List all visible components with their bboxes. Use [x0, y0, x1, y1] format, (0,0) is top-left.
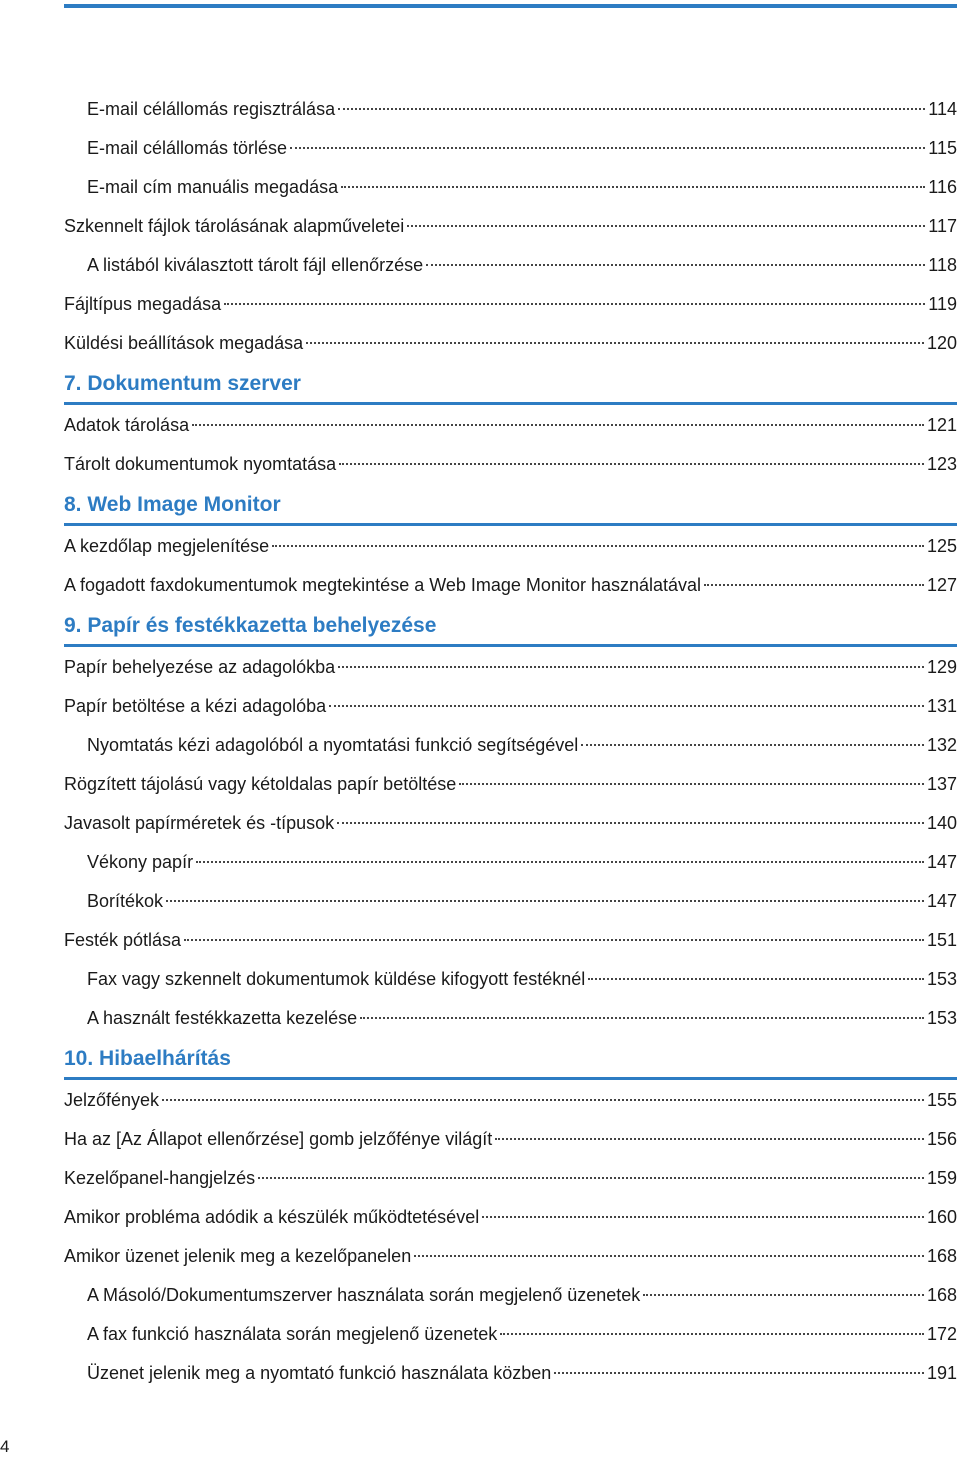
- toc-entry-title: Kezelőpanel-hangjelzés: [64, 1168, 256, 1188]
- toc-entry-page: 123: [926, 454, 957, 474]
- toc-entry[interactable]: [64, 246, 957, 285]
- toc-entry[interactable]: [64, 1081, 957, 1120]
- toc-entry-title: Papír behelyezése az adagolókba: [64, 657, 336, 677]
- toc-entry[interactable]: [64, 1237, 957, 1276]
- toc-entry-page: 172: [926, 1324, 957, 1344]
- toc-entry-title: E-mail célállomás regisztrálása: [87, 99, 336, 119]
- toc-entry-page: 115: [928, 138, 957, 158]
- toc-entry-title: A kezdőlap megjelenítése: [64, 536, 270, 556]
- toc-entry-title: A listából kiválasztott tárolt fájl ellenőrzése: [87, 255, 424, 275]
- chapter-rule: [64, 644, 957, 647]
- toc-entry[interactable]: [64, 765, 957, 804]
- leader-dots: [407, 225, 925, 227]
- toc-entry[interactable]: [64, 207, 957, 246]
- toc-entry[interactable]: [64, 1159, 957, 1198]
- leader-dots: [581, 744, 924, 746]
- toc-entry-title: Festék pótlása: [64, 930, 182, 950]
- toc-entry[interactable]: [64, 1120, 957, 1159]
- leader-dots: [272, 545, 924, 547]
- leader-dots: [290, 147, 925, 149]
- toc-entry-page: 129: [926, 657, 957, 677]
- toc-entry-page: 168: [926, 1285, 957, 1305]
- toc-entry-title: A használt festékkazetta kezelése: [87, 1008, 358, 1028]
- leader-dots: [459, 783, 924, 785]
- toc-entry-page: 147: [926, 852, 957, 872]
- toc-entry-title: Küldési beállítások megadása: [64, 333, 304, 353]
- toc-entry-title: A Másoló/Dokumentumszerver használata során megjelenő üzenetek: [87, 1285, 641, 1305]
- toc-entry[interactable]: [64, 285, 957, 324]
- leader-dots: [306, 342, 924, 344]
- toc-entry-title: Fax vagy szkennelt dokumentumok küldése kifogyott festéknél: [87, 969, 586, 989]
- table-of-contents: [64, 90, 957, 1393]
- toc-entry-title: Fájltípus megadása: [64, 294, 222, 314]
- leader-dots: [414, 1255, 924, 1257]
- chapter-heading[interactable]: [64, 1038, 957, 1080]
- leader-dots: [166, 900, 924, 902]
- chapter-heading[interactable]: [64, 363, 957, 405]
- leader-dots: [192, 424, 924, 426]
- leader-dots: [258, 1177, 924, 1179]
- chapter-title: 7. Dokumentum szerver: [64, 372, 301, 395]
- toc-entry-page: 140: [926, 813, 957, 833]
- toc-entry[interactable]: [64, 843, 957, 882]
- toc-entry-page: 117: [928, 216, 957, 236]
- leader-dots: [338, 666, 924, 668]
- leader-dots: [338, 108, 925, 110]
- toc-entry[interactable]: [64, 921, 957, 960]
- toc-entry-title: Vékony papír: [87, 852, 194, 872]
- toc-entry[interactable]: [64, 168, 957, 207]
- toc-entry-title: Amikor üzenet jelenik meg a kezelőpanelen: [64, 1246, 412, 1266]
- toc-entry-page: 151: [926, 930, 957, 950]
- toc-entry-title: Szkennelt fájlok tárolásának alapműveletei: [64, 216, 405, 236]
- toc-entry-title: A fax funkció használata során megjelenő üzenetek: [87, 1324, 498, 1344]
- toc-entry[interactable]: [64, 1315, 957, 1354]
- toc-entry-page: 119: [928, 294, 957, 314]
- toc-entry-title: Jelzőfények: [64, 1090, 160, 1110]
- chapter-rule: [64, 402, 957, 405]
- leader-dots: [224, 303, 925, 305]
- leader-dots: [184, 939, 924, 941]
- toc-entry-page: 114: [928, 99, 957, 119]
- toc-entry[interactable]: [64, 445, 957, 484]
- leader-dots: [482, 1216, 924, 1218]
- toc-entry-page: 131: [926, 696, 957, 716]
- toc-entry[interactable]: [64, 1354, 957, 1393]
- leader-dots: [643, 1294, 924, 1296]
- chapter-title: 10. Hibaelhárítás: [64, 1047, 231, 1070]
- toc-entry-page: 125: [926, 536, 957, 556]
- chapter-title: 8. Web Image Monitor: [64, 493, 281, 516]
- toc-entry-page: 160: [926, 1207, 957, 1227]
- leader-dots: [704, 584, 924, 586]
- toc-entry-page: 137: [926, 774, 957, 794]
- toc-entry-page: 121: [926, 415, 957, 435]
- toc-entry-title: Adatok tárolása: [64, 415, 190, 435]
- leader-dots: [360, 1017, 924, 1019]
- chapter-rule: [64, 523, 957, 526]
- toc-entry-page: 116: [928, 177, 957, 197]
- toc-entry-title: Borítékok: [87, 891, 164, 911]
- toc-entry[interactable]: [64, 648, 957, 687]
- toc-entry[interactable]: [64, 687, 957, 726]
- leader-dots: [329, 705, 924, 707]
- toc-entry-title: E-mail cím manuális megadása: [87, 177, 339, 197]
- toc-entry-title: Üzenet jelenik meg a nyomtató funkció használata közben: [87, 1363, 552, 1383]
- toc-entry-title: Amikor probléma adódik a készülék működtetésével: [64, 1207, 480, 1227]
- toc-entry-page: 153: [926, 969, 957, 989]
- chapter-title: 9. Papír és festékkazetta behelyezése: [64, 614, 437, 637]
- leader-dots: [162, 1099, 924, 1101]
- toc-entry-title: Tárolt dokumentumok nyomtatása: [64, 454, 337, 474]
- toc-entry[interactable]: [64, 804, 957, 843]
- leader-dots: [196, 861, 924, 863]
- toc-entry-page: 147: [926, 891, 957, 911]
- toc-entry-page: 120: [926, 333, 957, 353]
- toc-entry[interactable]: [64, 129, 957, 168]
- toc-entry[interactable]: [64, 726, 957, 765]
- leader-dots: [337, 822, 924, 824]
- toc-entry-page: 156: [926, 1129, 957, 1149]
- leader-dots: [426, 264, 925, 266]
- leader-dots: [588, 978, 924, 980]
- chapter-rule: [64, 1077, 957, 1080]
- toc-entry[interactable]: [64, 566, 957, 605]
- toc-entry[interactable]: [64, 527, 957, 566]
- toc-entry[interactable]: [64, 406, 957, 445]
- toc-entry-page: 153: [926, 1008, 957, 1028]
- toc-entry[interactable]: [64, 960, 957, 999]
- toc-entry[interactable]: [64, 1276, 957, 1315]
- toc-entry-title: Ha az [Az Állapot ellenőrzése] gomb jelzőfénye világít: [64, 1129, 493, 1149]
- toc-entry-title: Javasolt papírméretek és -típusok: [64, 813, 335, 833]
- toc-entry-page: 191: [926, 1363, 957, 1383]
- chapter-heading[interactable]: [64, 484, 957, 526]
- leader-dots: [554, 1372, 924, 1374]
- toc-entry[interactable]: [64, 1198, 957, 1237]
- toc-entry[interactable]: [64, 882, 957, 921]
- leader-dots: [339, 463, 924, 465]
- page-number: 4: [0, 1437, 10, 1456]
- toc-entry-page: 132: [926, 735, 957, 755]
- toc-entry[interactable]: [64, 999, 957, 1038]
- toc-entry-title: Papír betöltése a kézi adagolóba: [64, 696, 327, 716]
- top-rule: [64, 4, 957, 8]
- leader-dots: [500, 1333, 924, 1335]
- toc-entry-page: 159: [926, 1168, 957, 1188]
- toc-entry-title: E-mail célállomás törlése: [87, 138, 288, 158]
- toc-entry-page: 168: [926, 1246, 957, 1266]
- toc-entry-page: 118: [928, 255, 957, 275]
- toc-entry-page: 155: [926, 1090, 957, 1110]
- toc-entry-title: A fogadott faxdokumentumok megtekintése a Web Image Monitor használatával: [64, 575, 702, 595]
- leader-dots: [341, 186, 925, 188]
- leader-dots: [495, 1138, 924, 1140]
- toc-entry[interactable]: [64, 90, 957, 129]
- chapter-heading[interactable]: [64, 605, 957, 647]
- toc-entry-title: Nyomtatás kézi adagolóból a nyomtatási funkció segítségével: [87, 735, 579, 755]
- toc-entry[interactable]: [64, 324, 957, 363]
- toc-entry-page: 127: [926, 575, 957, 595]
- toc-entry-title: Rögzített tájolású vagy kétoldalas papír betöltése: [64, 774, 457, 794]
